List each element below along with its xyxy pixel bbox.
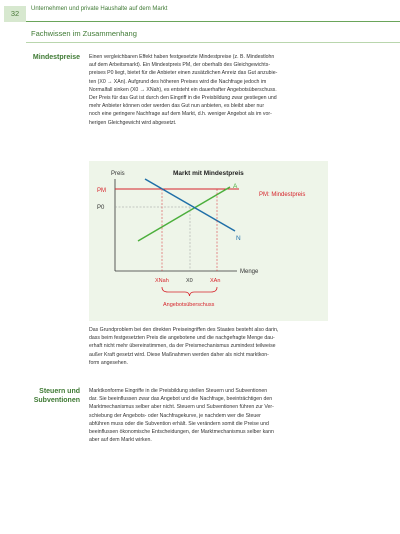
side-label-line: Steuern und (39, 388, 80, 395)
page-number: 32 (4, 6, 26, 22)
text-line: auf dem Arbeitsmarkt). Ein Mindestpreis PM, der oberhalb des Gleichgewichts- (89, 62, 271, 69)
page-header (0, 0, 400, 22)
demand-label: N (236, 235, 241, 242)
market-diagram (89, 161, 328, 321)
text-line: Der Preis für das Gut ist durch den Eingriff in die Preisbildung zwar gestiegen und (89, 95, 277, 102)
text-line: Normalfall sinken (X0 → XNah), es entsteht ein dauerhafter Angebotsüberschuss. (89, 86, 277, 93)
text-line: abführen muss oder die Subvention erhält. Sie verändern somit die Preise und (89, 420, 269, 427)
x-an-label: XAn (210, 278, 221, 284)
text-line: dar. Sie beeinflussen zwar das Angebot und die Nachfrage, beeinträchtigen den (89, 396, 273, 403)
text-line: herigen Gleichgewicht wird abgesetzt. (89, 119, 177, 126)
text-line: beeinflussen ökonomische Entscheidungen, der Marktmechanismus selber kann (89, 429, 274, 436)
text-line: dass beim festgesetzten Preis die angebotene und die nachgefragte Menge dau- (89, 335, 275, 342)
figure-title: Markt mit Mindestpreis (173, 170, 244, 177)
text-line: Marktkonforme Eingriffe in die Preisbildung stellen Steuern und Subventionen (89, 388, 268, 394)
text-line: mehr Anbieter können oder werden das Gut nun anbieten, es bleibt aber nur (89, 103, 265, 110)
supply-label: A (233, 183, 238, 190)
market-figure (89, 161, 328, 321)
side-label-line: Subventionen (33, 397, 80, 404)
surplus-brace (162, 287, 217, 296)
x0-label: X0 (186, 278, 193, 284)
text-line: schiebung der Angebots- oder Nachfragekurve, je nachdem wer die Steuer (89, 412, 261, 419)
paragraph-grundproblem (89, 326, 329, 367)
paragraph-mindestpreise (89, 53, 329, 127)
p0-label: P0 (97, 205, 105, 211)
running-title: Unternehmen und private Haushalte auf dem Markt (31, 6, 168, 12)
x-axis-label: Menge (240, 269, 259, 275)
text-line: außer Kraft gesetzt wird. Diese Maßnahmen werden daher als nicht marktkon- (89, 351, 269, 358)
text-line: ten (X0 → XAn). Aufgrund des höheren Preises wird die Nachfrage jedoch im (89, 78, 267, 85)
surplus-label: Angebotsüberschuss (163, 302, 215, 308)
min-price-legend: PM: Mindestpreis (259, 192, 306, 198)
demand-curve (145, 179, 235, 231)
text-line: Das Grundproblem bei den direkten Preiseingriffen des Staates besteht also darin, (89, 327, 279, 333)
x-nah-label: XNah (155, 278, 169, 284)
text-line: erhaft nicht mehr übereinstimmen, da der Preismechanismus zumindest teilweise (89, 343, 276, 350)
text-line: noch eine geringere Nachfrage auf dem Markt, d.h. weniger Angebot als im vor- (89, 111, 272, 118)
side-label-steuern (4, 387, 80, 405)
section-rule (26, 42, 400, 43)
supply-curve (138, 187, 230, 241)
text-line: form angesehen. (89, 359, 128, 366)
pm-label: PM (97, 188, 106, 194)
text-line: preises P0 liegt, bietet für die Anbieter einen zusätzlichen Anreiz das Gut anzubie- (89, 70, 278, 77)
y-axis-label: Preis (111, 171, 125, 177)
section-title: Fachwissen im Zusammenhang (31, 29, 137, 38)
text-line: Einen vergleichbaren Effekt haben festgesetzte Mindestpreise (z. B. Mindestlohn (89, 54, 275, 60)
header-rule (26, 21, 400, 22)
side-label-mindestpreise: Mindestpreise (32, 54, 80, 61)
text-line: Marktmechanismus selber aber nicht. Steuern und Subventionen führen zur Ver- (89, 404, 274, 411)
text-line: aber auf dem Markt wirken. (89, 437, 152, 444)
paragraph-steuern (89, 387, 329, 444)
